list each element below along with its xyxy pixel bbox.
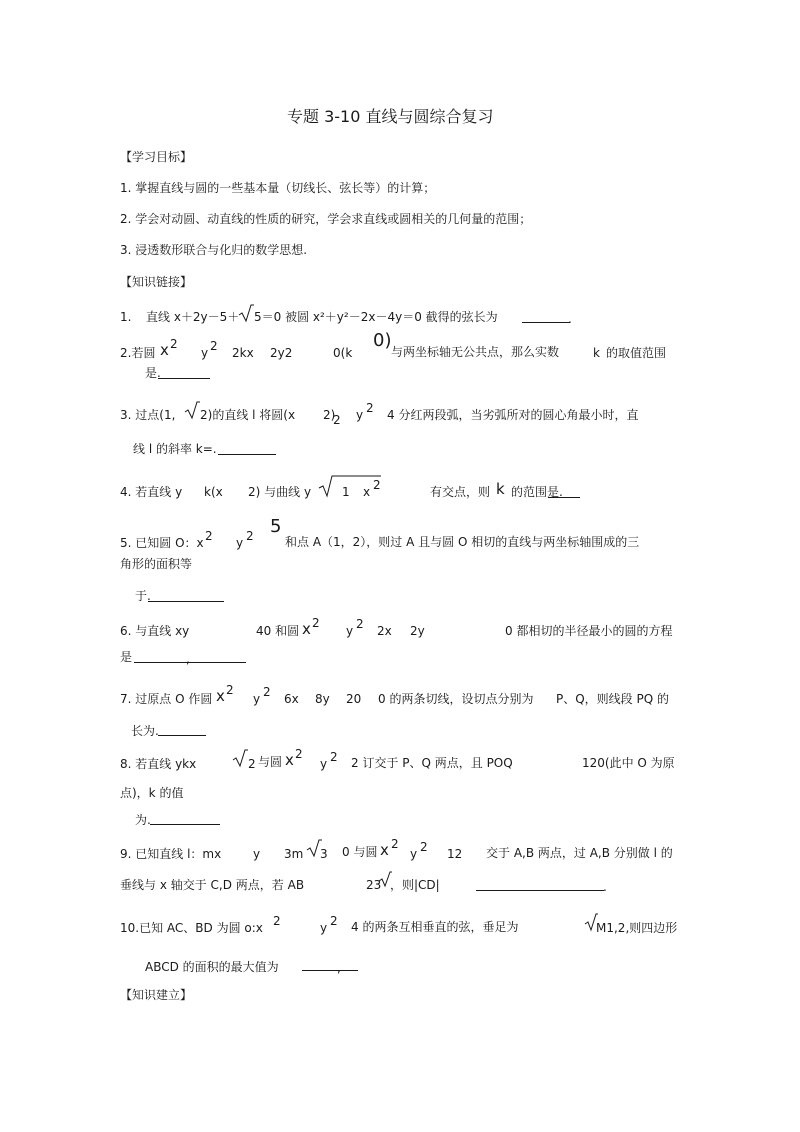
- q2-exp: 2: [170, 337, 178, 351]
- q6-answer-blank[interactable]: [134, 662, 246, 663]
- q10-m: M1,2,则四边形: [596, 921, 678, 935]
- q7-x: x: [216, 687, 225, 705]
- q6-40: 40 和圆: [256, 624, 300, 638]
- q2-range: 的取值范围: [606, 346, 667, 360]
- q9-12: 12: [447, 847, 463, 861]
- q8-x: x: [285, 751, 294, 769]
- q5-exp-x: 2: [205, 529, 213, 543]
- q7-length: 长为.: [131, 724, 159, 738]
- q8-exp-y: 2: [330, 750, 338, 764]
- q2-y: y: [201, 346, 209, 360]
- q7-y: y: [253, 692, 261, 706]
- q2-number: 2.若圆: [120, 346, 156, 360]
- q4-line: 4. 若直线 y: [120, 485, 183, 499]
- q3-sub2: 2: [333, 413, 341, 427]
- q3-2paren: 2): [323, 408, 336, 422]
- q3-answer-blank[interactable]: [218, 454, 276, 455]
- q8-is: 为.: [135, 813, 151, 827]
- q4-k: k: [496, 480, 505, 498]
- q7-6x: 6x: [284, 692, 299, 706]
- q8-sqrt2: 2: [248, 757, 256, 771]
- section-links: 【知识链接】: [120, 275, 193, 289]
- q4-range: 的范围是.: [511, 485, 563, 499]
- q8-exp-x: 2: [295, 747, 303, 761]
- q6-exp-y: 2: [356, 617, 364, 631]
- q7-20: 20: [346, 692, 362, 706]
- q10-chords: 10.已知 AC、BD 为圆 o:x: [120, 921, 263, 935]
- q9-exp-x: 2: [391, 837, 399, 851]
- q10-area: ABCD 的面积的最大值为: [145, 960, 279, 974]
- q2-answer-blank[interactable]: [158, 378, 210, 379]
- q5-circle: 5. 已知圆 O：x: [120, 536, 204, 550]
- q6-x: x: [302, 620, 311, 638]
- q5-y: y: [236, 536, 244, 550]
- q6-is: 是: [120, 650, 133, 664]
- q8-kvalue: 点)，k 的值: [120, 786, 184, 800]
- q8-line: 8. 若直线 ykx: [120, 757, 197, 771]
- q2-2y2: 2y2: [270, 346, 293, 360]
- q7-8y: 8y: [315, 692, 330, 706]
- q9-sqrt3: 3: [320, 847, 328, 861]
- q10-exp-x: 2: [273, 914, 281, 928]
- q10-exp-y: 2: [330, 914, 338, 928]
- q4-answer-blank[interactable]: [548, 497, 580, 498]
- goal-2: 2. 学会对动圆、动直线的性质的研究，学会求直线或圆相关的几何量的范围；: [120, 212, 532, 226]
- q6-line: 6. 与直线 xy: [120, 624, 190, 638]
- q8-answer-blank[interactable]: [150, 824, 220, 825]
- q7-pq: P、Q，则线段 PQ 的: [556, 692, 669, 706]
- q6-exp-x: 2: [312, 616, 320, 630]
- q6-y: y: [346, 624, 354, 638]
- sqrt-icon: [184, 400, 200, 420]
- q10-y: y: [320, 921, 328, 935]
- q9-cd: ，则|CD|: [390, 878, 440, 892]
- q9-answer-blank[interactable]: [476, 890, 604, 891]
- q7-text: 0 的两条切线，设切点分别为: [378, 692, 534, 706]
- q8-with: 与圆: [258, 755, 283, 769]
- q9-3m: 3m: [284, 847, 304, 861]
- q2-k: k: [593, 346, 600, 360]
- goal-3: 3. 浸透数形联合与化归的数学思想.: [120, 243, 308, 257]
- page-title: 专题 3-10 直线与圆综合复习: [287, 107, 494, 126]
- q9-end: .: [603, 880, 607, 894]
- q9-with: 0 与圆: [342, 845, 378, 859]
- q7-exp-x: 2: [226, 683, 234, 697]
- q4-exp: 2: [373, 478, 381, 492]
- q9-perp: 垂线与 x 轴交于 C,D 两点，若 AB: [120, 878, 305, 892]
- goal-1: 1. 掌握直线与圆的一些基本量（切线长、弦长等）的计算；: [120, 181, 436, 195]
- q6-comma: ,: [186, 652, 190, 666]
- q4-kx: k(x: [204, 485, 223, 499]
- q3-y: y: [356, 408, 364, 422]
- q4-intersect: 有交点，则: [430, 485, 491, 499]
- section-build: 【知识建立】: [120, 988, 193, 1002]
- q1-number: 1.: [120, 310, 132, 324]
- q2-2kx: 2kx: [232, 346, 254, 360]
- q8-y: y: [320, 757, 328, 771]
- q9-y: y: [253, 847, 261, 861]
- q2-0k: 0(k: [333, 346, 353, 360]
- q5-5: 5: [270, 516, 282, 537]
- q7-answer-blank[interactable]: [158, 735, 206, 736]
- q7-exp-y: 2: [263, 685, 271, 699]
- q1-end: .: [568, 312, 572, 326]
- q3-slope: 线 l 的斜率 k=.: [133, 442, 217, 456]
- q10-text: 4 的两条互相垂直的弦，垂足为: [351, 920, 519, 934]
- q9-text: 交于 A,B 两点，过 A,B 分别做 l 的: [486, 846, 673, 860]
- q4-x: x: [363, 485, 371, 499]
- q6-2x: 2x: [377, 624, 392, 638]
- q3-text: 4 分红两段弧，当劣弧所对的圆心角最小时，直: [387, 408, 639, 422]
- q9-y2: y: [410, 847, 418, 861]
- q8-120: 120(此中 O 为原: [582, 756, 675, 770]
- q5-equals: 于.: [135, 589, 151, 603]
- q5-exp-y: 2: [246, 529, 254, 543]
- sqrt-icon: [232, 748, 248, 768]
- q2-is: 是.: [145, 366, 161, 380]
- q7-origin: 7. 过原点 O 作圆: [120, 692, 213, 706]
- q5-text: 和点 A（1，2），则过 A 且与圆 O 相切的直线与两坐标轴围成的三: [285, 535, 640, 549]
- sqrt-icon: [238, 303, 254, 323]
- q1-circle: 5＝0 被圆 x²＋y²－2x－4y＝0 截得的弦长为: [254, 310, 498, 324]
- q6-2y: 2y: [410, 624, 425, 638]
- q4-1: 1: [342, 485, 350, 499]
- q9-x: x: [380, 841, 389, 859]
- q10-comma: ,: [337, 961, 341, 975]
- q3-line: 2)的直线 l 将圆(x: [200, 408, 296, 422]
- section-goals: 【学习目标】: [120, 150, 193, 164]
- q1-line: 直线 x＋2y－5＋: [146, 310, 240, 324]
- q6-text: 0 都相切的半径最小的圆的方程: [505, 624, 673, 638]
- q2-exp-y: 2: [210, 339, 218, 353]
- q1-answer-blank[interactable]: [522, 322, 570, 323]
- q9-line: 9. 已知直线 l：mx: [120, 847, 222, 861]
- q8-text: 2 订交于 P、Q 两点，且 POQ: [351, 756, 513, 770]
- q4-curve: 2) 与曲线 y: [248, 485, 312, 499]
- q5-answer-blank[interactable]: [148, 601, 224, 602]
- q9-23: 23: [366, 878, 382, 892]
- q2-x: x: [160, 341, 169, 359]
- q3-point: 3. 过点(1,: [120, 408, 176, 422]
- q5-area: 角形的面积等: [120, 557, 193, 571]
- q9-exp-y: 2: [420, 840, 428, 854]
- q2-text: 与两坐标轴无公共点，那么实数: [391, 345, 560, 359]
- q10-answer-blank[interactable]: [302, 970, 358, 971]
- q3-exp: 2: [366, 401, 374, 415]
- q2-0paren: 0): [373, 330, 392, 351]
